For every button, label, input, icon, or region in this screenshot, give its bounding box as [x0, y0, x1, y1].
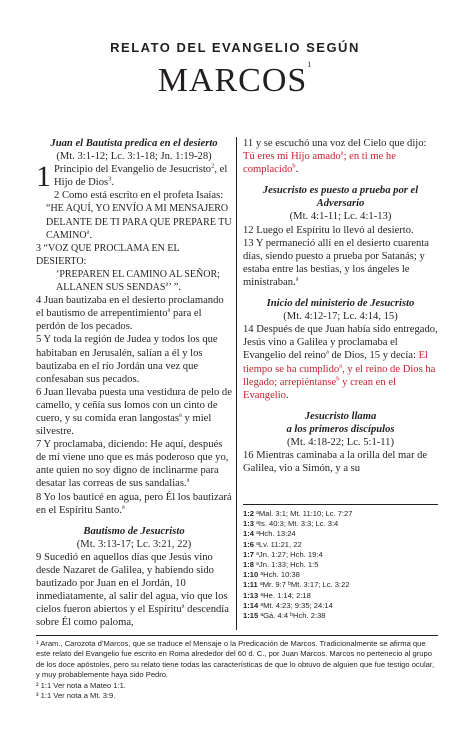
- verse-text: 6 Juan llevaba puesta una vestidura de pelo de camello, y ceñía sus lomos con un cinto de cuero, y su comida eran langostas: [36, 386, 232, 424]
- parallel-references: (Mt. 3:13-17; Lc. 3:21, 22): [76, 538, 192, 550]
- section-heading: Inicio del ministerio de Jesucristo: [266, 298, 415, 310]
- xref-line: [243, 601, 438, 611]
- verse-text: descendía sobre Él como paloma,: [36, 604, 229, 629]
- xref-text: ᵃHe. 1:14; 2:18: [258, 590, 311, 600]
- verse-text: 14 Después de que Juan había sido entregado, Jesús vino a Galilea y proclamaba el Evangelio del reino: [243, 324, 438, 362]
- xref-text: ᵃLv. 11:21, 22: [253, 539, 302, 549]
- xref-text: ᵃJn. 1:33; Hch. 1:5: [253, 560, 319, 570]
- xref-verse: 1:7: [243, 549, 254, 559]
- quotation: [36, 268, 232, 294]
- verse-16: 16 Mientras caminaba a la orilla del mar de Galilea, vio a Simón, y a su: [243, 450, 428, 475]
- verse-5: 5 Y toda la región de Judea y todos los que habitaban en Jerusalén, salían a él y los bautizaba en el río Jordán una vez que confesaban sus pecados.: [36, 334, 218, 385]
- xref-line: [243, 529, 438, 539]
- verse-2: 2 Como está escrito en el profeta Isaías:: [54, 190, 224, 202]
- xref-line: [243, 591, 438, 601]
- footnote-marker: b: [336, 375, 340, 383]
- xref-line: [243, 540, 438, 550]
- verse-7: [36, 438, 232, 490]
- xref-verse: 1:11: [243, 580, 258, 590]
- footnote-1: ¹ Aram., Carozota d’Marcos, que se traduce el Mensaje o la Predicación de Marcos. Tradicionalmente se afirma que este relato del Evangelio fue escrito en Roma alrededor del 60 d. C., por Juan Marcos. Marcos no pertenecio al grupo de los doce apóstoles, pero su relato tiene todas las características de que lo obtuvo de alguien que fue testigo ocular, y muy probablemente haya sido Pedro.: [36, 639, 435, 680]
- verse-text: 3 “VOZ QUE PROCLAMA EN EL DESIERTO:: [36, 242, 180, 267]
- section-heading: Jesucristo llama: [304, 410, 377, 422]
- footnote-marker: a: [178, 411, 182, 419]
- xref-verse: 1:3: [243, 519, 254, 529]
- verse-9-10: [36, 551, 232, 630]
- verse-1: [36, 160, 232, 194]
- left-column: [36, 137, 232, 629]
- book-kicker: RELATO DEL EVANGELIO SEGÚN: [110, 40, 360, 55]
- footnote-marker: a: [165, 280, 169, 288]
- footnotes: [36, 639, 438, 701]
- chapter-number: 1: [36, 160, 51, 194]
- footnote-marker: a: [121, 503, 125, 511]
- verse-4: [36, 294, 232, 333]
- section-heading: Jesucristo es puesto a prueba por el Adversario: [262, 185, 419, 210]
- footnote-marker: a: [86, 228, 90, 236]
- words-of-jesus: ; en ti me he complacido: [243, 151, 396, 176]
- xref-text: ᵃMt. 4:23; 9:35; 24:14: [258, 600, 333, 610]
- xref-line: [243, 611, 438, 621]
- verse-11: [243, 137, 438, 176]
- xref-verse: 1:2: [243, 509, 254, 518]
- words-of-jesus: El tiempo se ha cumplido: [243, 350, 429, 375]
- parallel-references: (Mt. 4:1-11; Lc. 4:1-13): [289, 211, 392, 223]
- xref-verse: 1:15: [243, 611, 259, 621]
- quote-text: “HE AQUÍ, YO ENVÍO A MI MENSAJERO DELANTE DE TI PARA QUE PREPARE TU CAMINO: [46, 203, 232, 241]
- section-heading: Juan el Bautista predica en el desierto: [50, 138, 218, 149]
- xref-line: [243, 509, 438, 519]
- words-of-jesus: y crean en el Evangelio: [243, 376, 396, 401]
- verse-text: 7 Y proclamaba, diciendo: He aquí, después de mí viene uno que es más poderoso que yo, ante quien no soy digno de inclinarme para desatar las correas de sus sandalias.: [36, 439, 229, 490]
- xref-text: ᵃMr. 9:7 ᵇMt. 3:17; Lc. 3:22: [257, 580, 350, 590]
- page-header: [0, 40, 470, 99]
- xref-text: ᵃGá. 4:4 ᵇHch. 2:38: [258, 611, 326, 621]
- xref-line: [243, 519, 438, 529]
- xref-verse: 1:13: [243, 590, 259, 600]
- footnote-3: ³ 1:1 Ver nota a Mt. 3:9.: [36, 691, 116, 701]
- footnote-marker: a: [295, 275, 299, 283]
- verse-text: .: [285, 389, 289, 401]
- verse-3: [36, 242, 232, 268]
- xref-line: [243, 580, 438, 590]
- verse-text: 13 Y permaneció allí en el desierto cuarenta días, siendo puesto a prueba por Satanás; y estaba entre las bestias, y los ángeles le ministraban.: [243, 237, 429, 288]
- footnote-marker: 3: [108, 175, 112, 183]
- xref-line: [243, 550, 438, 560]
- footnote-marker: 2: [211, 162, 215, 170]
- verse-text: , el Hijo de Dios: [54, 164, 228, 189]
- book-title: [0, 60, 470, 99]
- verse-text: Principio del Evangelio de Jesucristo: [54, 164, 212, 176]
- footnote-2: ² 1:1 Ver nota a Mateo 1:1.: [36, 680, 126, 690]
- verse-8: [36, 491, 232, 517]
- words-of-jesus: , y el reino de Dios ha llegado; arrepiéntanse: [243, 363, 436, 388]
- footnote-marker: a: [186, 476, 190, 484]
- xref-text: ᵃMal. 3:1; Mt. 11:10; Lc. 7:27: [253, 509, 353, 518]
- verse-14-15: [243, 323, 438, 402]
- right-column: [243, 137, 438, 475]
- quote-text: ‘PREPAREN EL CAMINO AL SEÑOR; ALLANEN SUS SENDAS: [56, 268, 220, 294]
- verse-text: 11 y se escuchó una voz del Cielo que dijo:: [243, 138, 427, 149]
- column-divider: [236, 137, 237, 630]
- xref-line: [243, 570, 438, 580]
- xref-verse: 1:8: [243, 560, 254, 570]
- xref-text: ᵃHch. 13:24: [253, 529, 296, 539]
- quotation: [36, 202, 232, 241]
- footnote-marker: b: [292, 162, 296, 170]
- verse-text: y miel silvestre.: [36, 412, 212, 438]
- footnote-divider: [36, 635, 438, 636]
- verse-text: .: [295, 164, 299, 176]
- verse-12: 12 Luego el Espíritu lo llevó al desierto.: [243, 224, 414, 236]
- parallel-references: (Mt. 3:1-12; Lc. 3:1-18; Jn. 1:19-28): [56, 151, 212, 163]
- cross-references: [243, 504, 438, 621]
- verse-text: para el perdón de los pecados.: [36, 308, 202, 333]
- verse-text: 4 Juan bautizaba en el desierto proclamando el bautismo de arrepentimiento: [36, 295, 224, 320]
- footnote-marker: a: [181, 602, 185, 610]
- quote-text: ’ ”.: [168, 282, 182, 294]
- quote-text: .: [89, 229, 93, 241]
- footnote-marker: a: [325, 348, 329, 356]
- verse-text: .: [111, 177, 115, 189]
- words-of-jesus: Tú eres mi Hijo amado: [243, 151, 341, 163]
- verse-6: [36, 386, 232, 438]
- footnote-marker: a: [167, 306, 171, 314]
- xref-verse: 1:10: [243, 570, 259, 580]
- xref-verse: 1:14: [243, 600, 259, 610]
- xref-text: ᵃHch. 10:38: [258, 570, 300, 580]
- xref-text: ᵃJn. 1:27; Hch. 19:4: [253, 549, 323, 559]
- xref-verse: 1:6: [243, 539, 254, 549]
- parallel-references: (Mt. 4:12-17; Lc. 4:14, 15): [283, 311, 398, 323]
- book-title-text: MARCOS: [157, 62, 308, 99]
- xref-text: ᵃIs. 40:3; Mt. 3:3; Lc. 3:4: [253, 519, 339, 529]
- footnote-marker: a: [340, 149, 344, 157]
- xref-verse: 1:4: [243, 529, 254, 539]
- verse-13: [243, 237, 438, 289]
- section-heading: a los primeros discípulos: [286, 423, 395, 435]
- section-heading: Bautismo de Jesucristo: [83, 525, 185, 537]
- book-title-footnote: 1: [307, 60, 313, 69]
- verse-text: 8 Yo los bauticé en agua, pero Él los bautizará en el Espíritu Santo.: [36, 491, 232, 516]
- footnote-marker: a: [339, 361, 343, 369]
- verse-text: de Dios, 15 y decía:: [328, 350, 419, 362]
- xref-line: [243, 560, 438, 570]
- verse-text: 9 Sucedió en aquellos días que Jesús vino desde Nazaret de Galilea, y habiendo sido bautizado por Juan en el Jordán, 10 inmediatamente, al salir del agua, vio que los cielos fueron abiertos y el Espíritu: [36, 551, 228, 616]
- parallel-references: (Mt. 4:18-22; Lc. 5:1-11): [287, 436, 394, 448]
